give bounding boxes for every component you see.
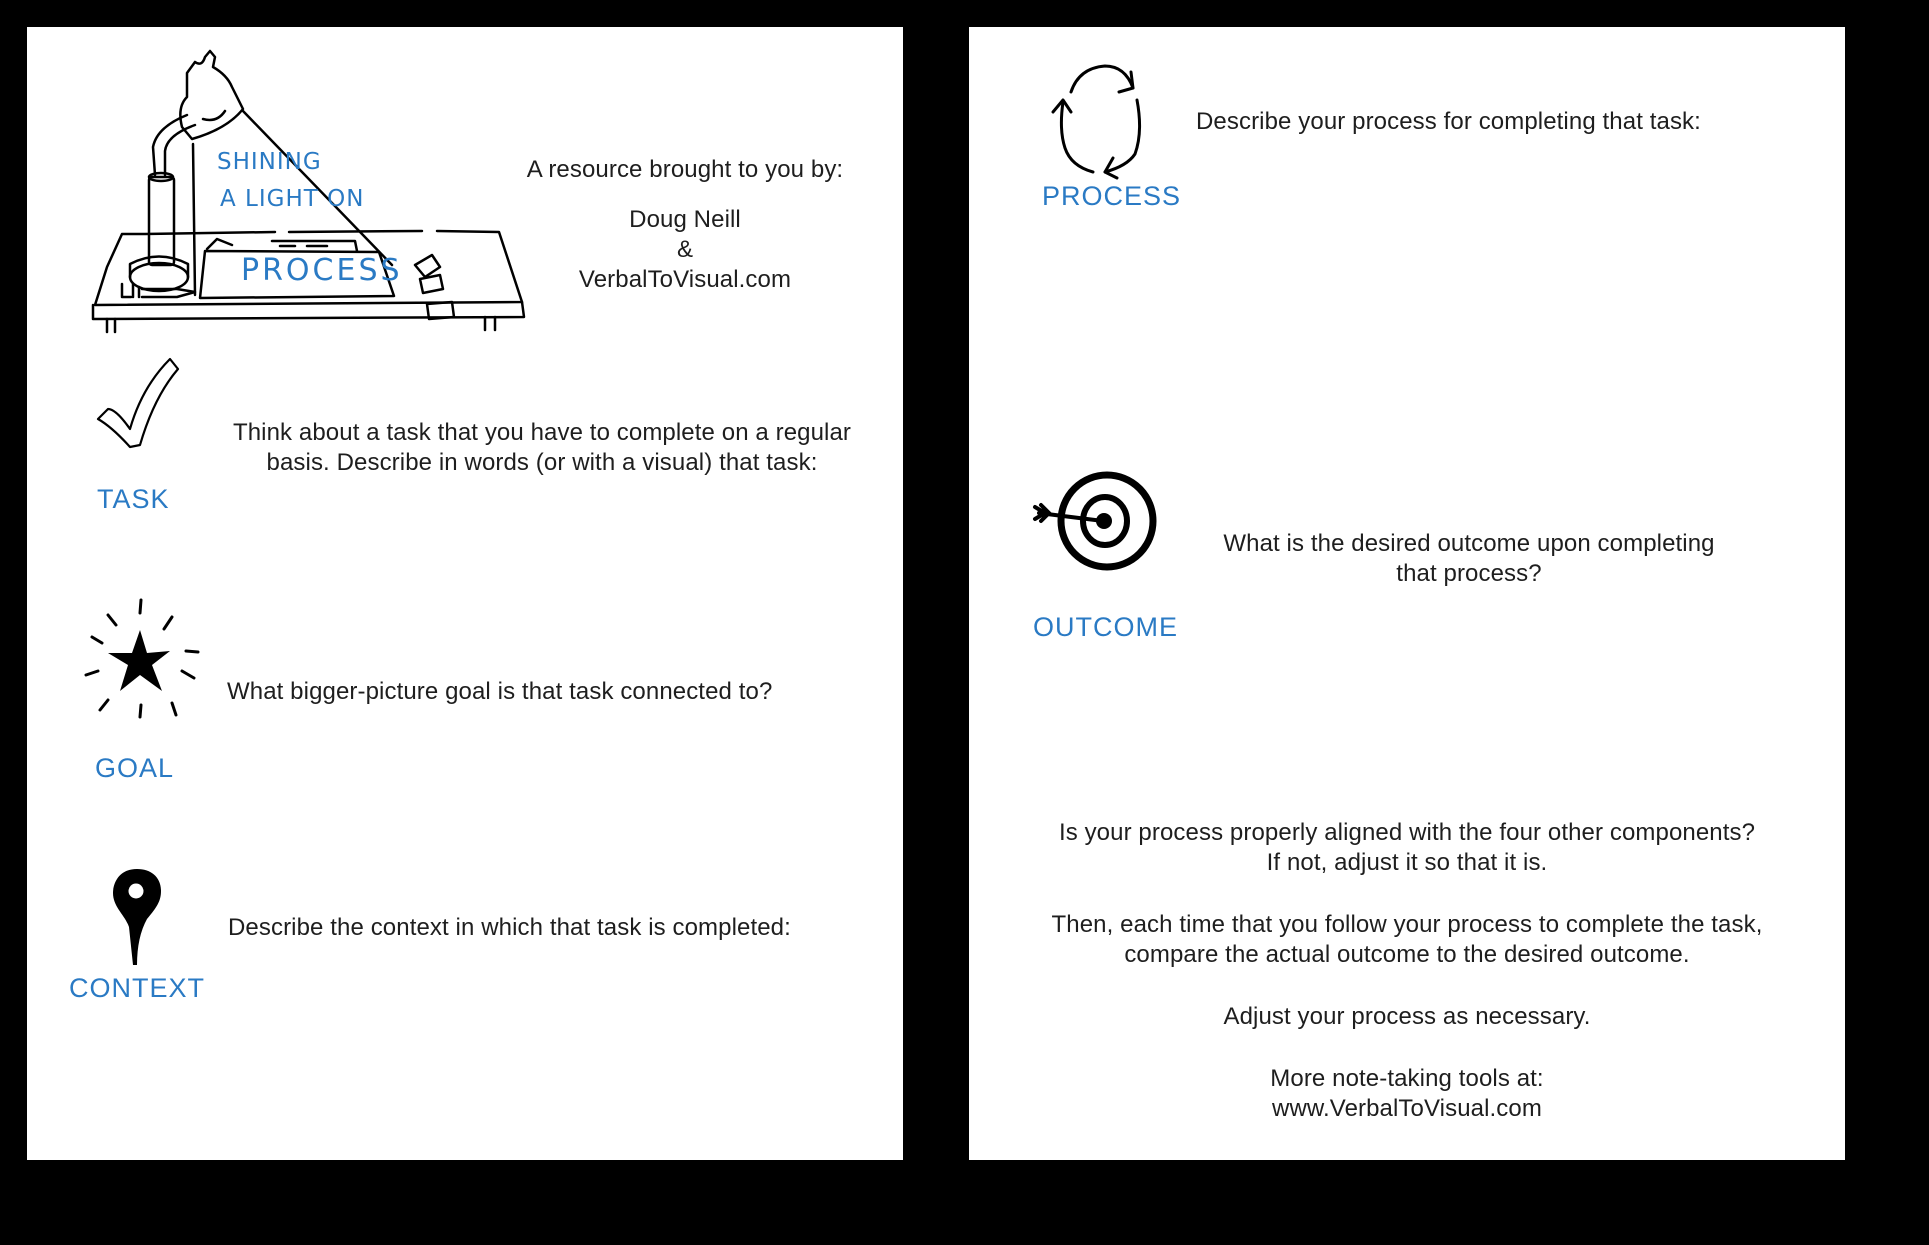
section-context	[27, 827, 903, 1007]
checkmark-icon	[94, 357, 184, 452]
closing-p1-line-1: Is your process properly aligned with the four other components?	[1058, 819, 1756, 846]
star-icon	[80, 595, 200, 720]
prompt-context-line-1: Describe the context in which that task is completed:	[228, 914, 791, 941]
map-pin-icon	[107, 867, 167, 967]
target-icon	[1031, 469, 1161, 574]
credit-intro: A resource brought to you by:	[526, 156, 844, 183]
label-context: CONTEXT	[69, 973, 206, 1003]
prompt-process-line-1: Describe your process for completing that task:	[1196, 108, 1701, 135]
label-goal: GOAL	[95, 753, 175, 783]
label-outcome: OUTCOME	[1033, 612, 1178, 642]
illustration-line-a-light-on: A LIGHT ON	[220, 186, 365, 212]
prompt-context	[228, 913, 888, 943]
credit-ampersand: &	[676, 236, 694, 263]
illustration-line-shining: SHINING	[217, 149, 322, 175]
prompt-goal	[227, 677, 887, 707]
worksheet-page-left	[27, 27, 903, 1160]
lamp-desk-illustration	[27, 27, 547, 347]
prompt-outcome-line-1: What is the desired outcome upon completing	[1223, 530, 1715, 557]
credit-author: Doug Neill	[629, 206, 741, 233]
closing-p1-line-2: If not, adjust it so that it is.	[1266, 849, 1548, 876]
prompt-outcome-line-2: that process?	[1396, 560, 1542, 587]
closing-website-link[interactable]: www.VerbalToVisual.com	[1272, 1095, 1542, 1122]
label-process: PROCESS	[1042, 181, 1182, 211]
illustration-line-process: PROCESS	[241, 253, 403, 288]
section-outcome	[969, 447, 1845, 647]
section-goal	[27, 592, 903, 783]
prompt-goal-line-1: What bigger-picture goal is that task connected to?	[227, 678, 773, 705]
credit-block	[495, 155, 875, 295]
closing-p4	[989, 1064, 1825, 1124]
prompt-task-line-1: Think about a task that you have to complete on a regular	[232, 419, 852, 446]
section-process	[969, 27, 1845, 227]
closing-instructions	[989, 818, 1825, 1124]
cycle-arrows-icon	[1053, 62, 1153, 177]
closing-p2-line-1: Then, each time that you follow your process to complete the task,	[1051, 911, 1763, 938]
closing-p2	[989, 910, 1825, 970]
closing-p4-line-1: More note-taking tools at:	[1270, 1065, 1544, 1092]
closing-p1	[989, 818, 1825, 878]
prompt-task-line-2: basis. Describe in words (or with a visual) that task:	[266, 449, 818, 476]
closing-p3-line-1: Adjust your process as necessary.	[1223, 1003, 1591, 1030]
closing-p3	[989, 1002, 1825, 1032]
label-task: TASK	[97, 484, 170, 514]
prompt-process	[1196, 107, 1836, 137]
section-task	[27, 347, 903, 517]
prompt-task	[197, 418, 887, 478]
credit-site: VerbalToVisual.com	[578, 266, 792, 293]
worksheet-page-right	[969, 27, 1845, 1160]
prompt-outcome	[1169, 529, 1769, 589]
closing-p2-line-2: compare the actual outcome to the desired outcome.	[1124, 941, 1690, 968]
